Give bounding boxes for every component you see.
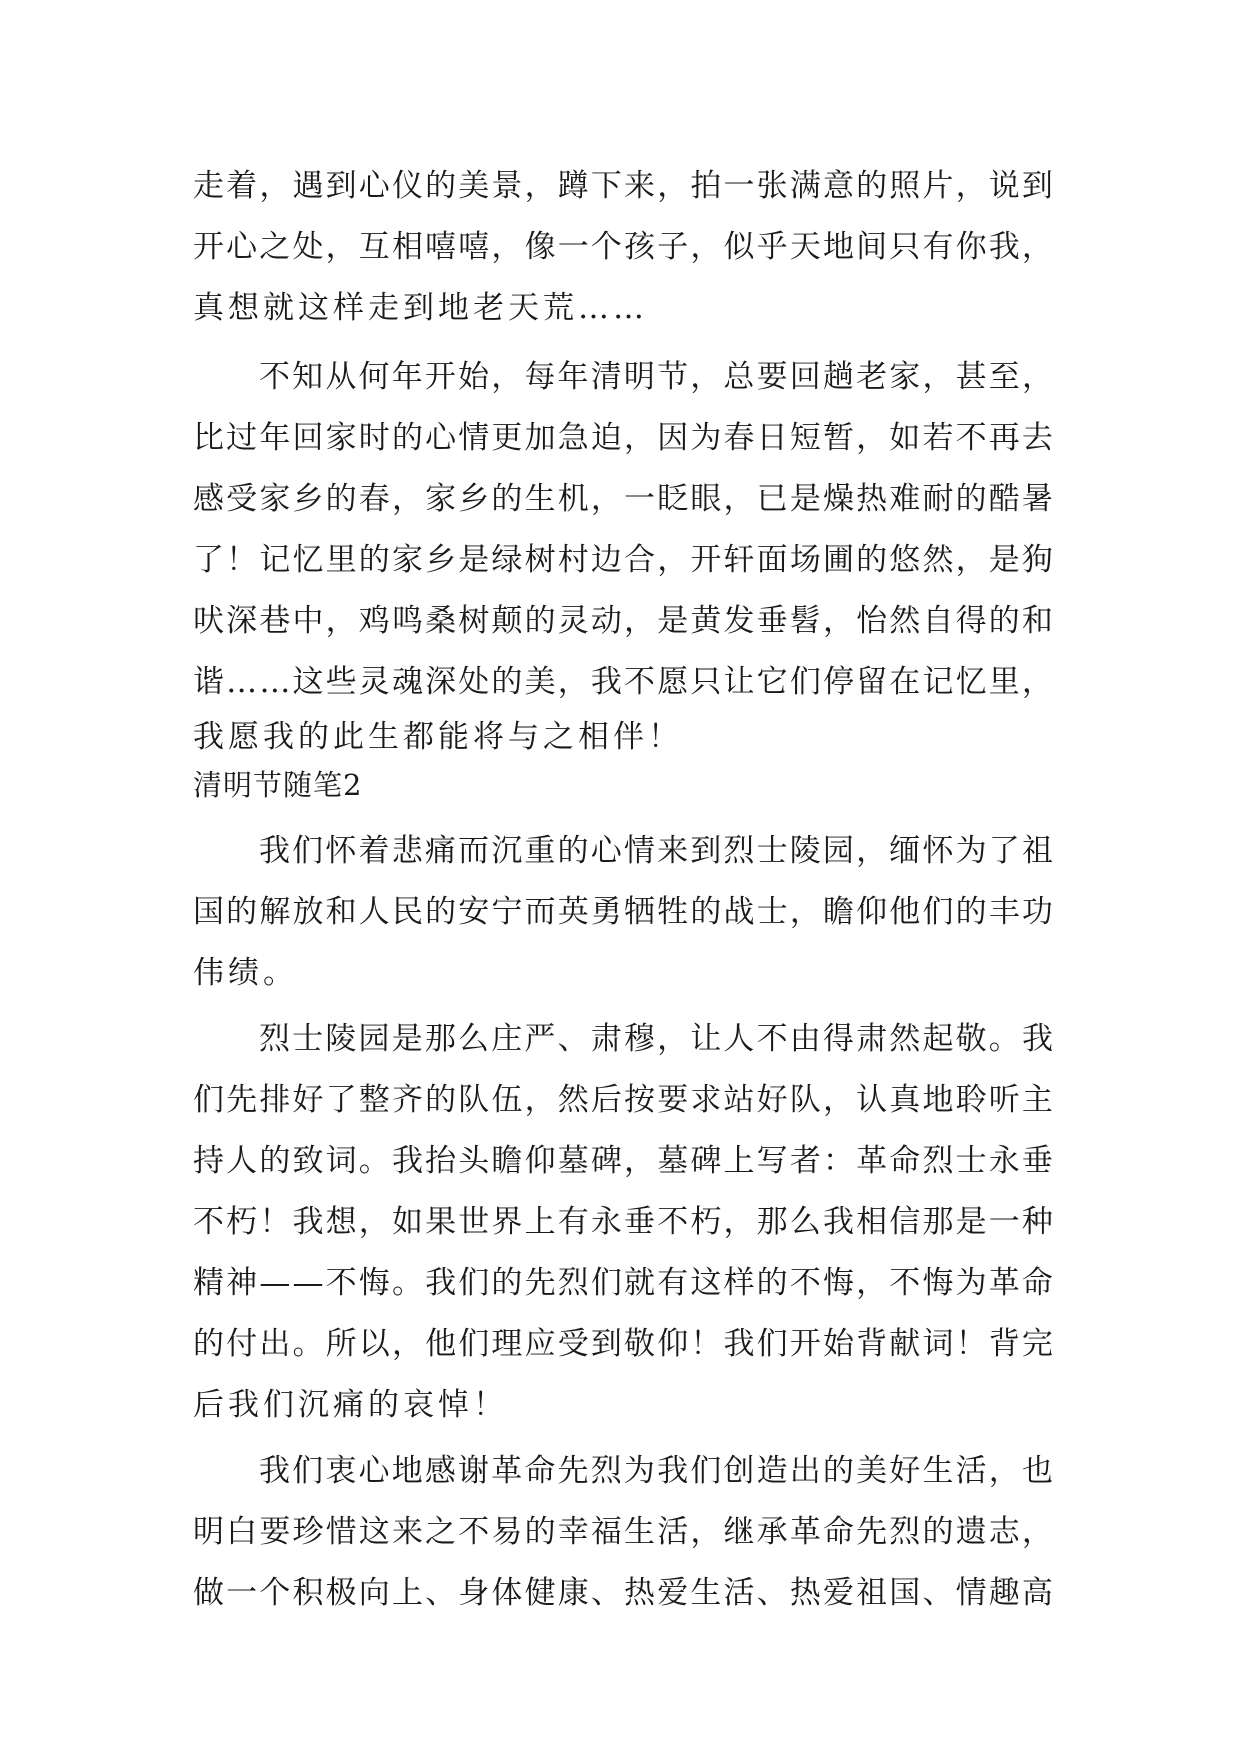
paragraph-line: 了 ！ 记 忆 里 的 家 乡 是 绿 树 村 边 合 ， 开 轩 面 场 圃 的 悠 然 ， 是 狗 <box>193 542 1053 578</box>
paragraph-line: 走 着 ， 遇 到 心 仪 的 美 景 ， 蹲 下 来 ， 拍 一 张 满 意 的 照 片 ， 说 到 <box>193 168 1053 204</box>
section-title: 清明节随笔2 <box>193 768 363 802</box>
paragraph-line: 谐 … … 这 些 灵 魂 深 处 的 美 ， 我 不 愿 只 让 它 们 停 留 在 记 忆 里 ， <box>193 664 1053 700</box>
paragraph-line: 国 的 解 放 和 人 民 的 安 宁 而 英 勇 牺 牲 的 战 士 ， 瞻 仰 他 们 的 丰 功 <box>193 894 1053 930</box>
paragraph-line: 我 们 衷 心 地 感 谢 革 命 先 烈 为 我 们 创 造 出 的 美 好 生 活 ， 也 <box>259 1453 1053 1489</box>
paragraph-line: 感 受 家 乡 的 春 ， 家 乡 的 生 机 ， 一 眨 眼 ， 已 是 燥 热 难 耐 的 酷 暑 <box>193 481 1053 517</box>
paragraph-line: 比 过 年 回 家 时 的 心 情 更 加 急 迫 ， 因 为 春 日 短 暂 ， 如 若 不 再 去 <box>193 420 1053 456</box>
paragraph-line: 精 神 — — 不 悔 。 我 们 的 先 烈 们 就 有 这 样 的 不 悔 ， 不 悔 为 革 命 <box>193 1265 1053 1301</box>
paragraph-line: 开 心 之 处 ， 互 相 嘻 嘻 ， 像 一 个 孩 子 ， 似 乎 天 地 间 只 有 你 我 ， <box>193 229 1053 265</box>
paragraph-line: 我愿我的此生都能将与之相伴！ <box>193 719 683 755</box>
paragraph-line: 们 先 排 好 了 整 齐 的 队 伍 ， 然 后 按 要 求 站 好 队 ， 认 真 地 聆 听 主 <box>193 1082 1053 1118</box>
paragraph-line: 烈 士 陵 园 是 那 么 庄 严 、 肃 穆 ， 让 人 不 由 得 肃 然 起 敬 。 我 <box>259 1021 1053 1057</box>
paragraph-line: 后我们沉痛的哀悼！ <box>193 1387 508 1423</box>
paragraph-line: 明 白 要 珍 惜 这 来 之 不 易 的 幸 福 生 活 ， 继 承 革 命 先 烈 的 遗 志 ， <box>193 1514 1053 1550</box>
paragraph-line: 持 人 的 致 词 。 我 抬 头 瞻 仰 墓 碑 ， 墓 碑 上 写 者 ： 革 命 烈 士 永 垂 <box>193 1143 1053 1179</box>
paragraph-line: 不 知 从 何 年 开 始 ， 每 年 清 明 节 ， 总 要 回 趟 老 家 ， 甚 至 ， <box>259 359 1053 395</box>
paragraph-line: 伟绩。 <box>193 955 298 991</box>
paragraph-line: 我 们 怀 着 悲 痛 而 沉 重 的 心 情 来 到 烈 士 陵 园 ， 缅 怀 为 了 祖 <box>259 833 1053 869</box>
paragraph-line: 吠 深 巷 中 ， 鸡 鸣 桑 树 颠 的 灵 动 ， 是 黄 发 垂 髫 ， 怡 然 自 得 的 和 <box>193 603 1053 639</box>
paragraph-line: 做 一 个 积 极 向 上 、 身 体 健 康 、 热 爱 生 活 、 热 爱 祖 国 、 情 趣 高 <box>193 1575 1053 1611</box>
paragraph-line: 不 朽 ！ 我 想 ， 如 果 世 界 上 有 永 垂 不 朽 ， 那 么 我 相 信 那 是 一 种 <box>193 1204 1053 1240</box>
paragraph-line: 真想就这样走到地老天荒…… <box>193 290 648 326</box>
paragraph-line: 的 付 出 。 所 以 ， 他 们 理 应 受 到 敬 仰 ！ 我 们 开 始 背 献 词 ！ 背 完 <box>193 1326 1053 1362</box>
